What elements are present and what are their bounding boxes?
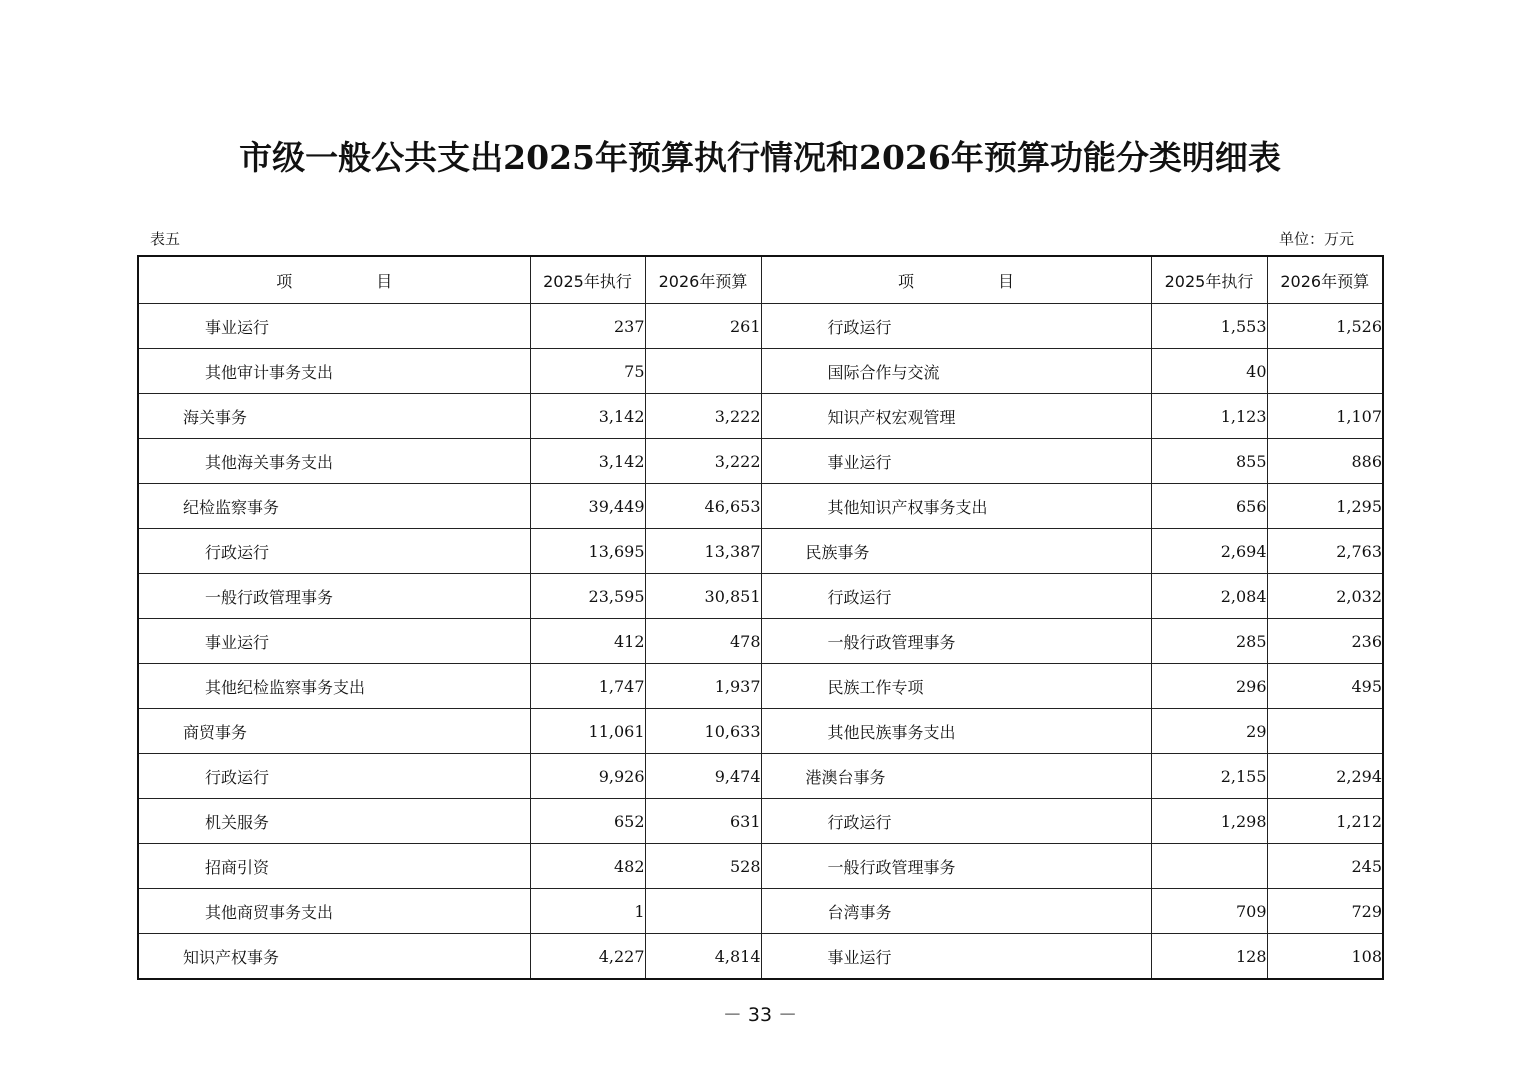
exec-2025-value-left: 4,227 [530,934,645,980]
page-number: － 33 － [722,1004,798,1026]
budget-2026-value-left: 9,474 [645,754,761,799]
item-name-right: 一般行政管理事务 [761,619,1151,664]
item-name-right: 一般行政管理事务 [761,844,1151,889]
item-name-right: 其他知识产权事务支出 [761,484,1151,529]
item-name-left: 其他海关事务支出 [138,439,530,484]
table-row [138,709,1383,754]
budget-2026-value-left [645,889,761,934]
budget-2026-value-left: 3,222 [645,439,761,484]
item-name-left: 其他纪检监察事务支出 [138,664,530,709]
item-name-right: 民族事务 [761,529,1151,574]
item-name-left: 其他审计事务支出 [138,349,530,394]
exec-2025-value-right: 1,123 [1151,394,1267,439]
item-name-left: 商贸事务 [138,709,530,754]
budget-2026-value-right: 2,032 [1267,574,1383,619]
table-row [138,619,1383,664]
exec-2025-value-right: 296 [1151,664,1267,709]
unit-label: 单位：万元 [1279,230,1355,248]
item-name-left: 行政运行 [138,754,530,799]
header-item-char-1: 项 [897,271,914,291]
table-header-row [138,256,1383,304]
table-row [138,799,1383,844]
exec-2025-value-right: 2,694 [1151,529,1267,574]
item-name-right: 国际合作与交流 [761,349,1151,394]
exec-2025-value-right: 1,553 [1151,304,1267,349]
exec-2025-value-left: 1 [530,889,645,934]
table-row [138,934,1383,980]
table-label: 表五 [150,230,181,248]
table-row [138,349,1383,394]
exec-2025-value-left: 39,449 [530,484,645,529]
exec-2025-value-right: 2,084 [1151,574,1267,619]
exec-2025-value-right [1151,844,1267,889]
item-name-right: 行政运行 [761,304,1151,349]
column-header-item-left [138,256,530,304]
budget-2026-value-left [645,349,761,394]
column-header-item-right [761,256,1151,304]
budget-2026-value-left: 4,814 [645,934,761,980]
item-name-right: 其他民族事务支出 [761,709,1151,754]
table-row [138,394,1383,439]
budget-2026-value-right: 1,212 [1267,799,1383,844]
budget-2026-value-right: 729 [1267,889,1383,934]
item-name-left: 一般行政管理事务 [138,574,530,619]
exec-2025-value-left: 3,142 [530,394,645,439]
budget-2026-value-left: 10,633 [645,709,761,754]
item-name-right: 台湾事务 [761,889,1151,934]
budget-2026-value-right [1267,709,1383,754]
exec-2025-value-left: 11,061 [530,709,645,754]
budget-2026-value-right: 108 [1267,934,1383,980]
item-name-left: 机关服务 [138,799,530,844]
budget-2026-value-right: 1,107 [1267,394,1383,439]
item-name-left: 其他商贸事务支出 [138,889,530,934]
budget-2026-value-right: 236 [1267,619,1383,664]
page-title: 市级一般公共支出2025年预算执行情况和2026年预算功能分类明细表 [239,138,1281,177]
header-item-char-1: 项 [276,271,293,291]
column-header-exec-2025-left: 2025年执行 [530,256,645,304]
exec-2025-value-right: 855 [1151,439,1267,484]
item-name-left: 事业运行 [138,304,530,349]
table-row [138,304,1383,349]
item-name-left: 知识产权事务 [138,934,530,980]
budget-2026-value-right: 886 [1267,439,1383,484]
exec-2025-value-left: 412 [530,619,645,664]
budget-table [137,255,1384,980]
exec-2025-value-right: 29 [1151,709,1267,754]
exec-2025-value-left: 75 [530,349,645,394]
item-name-left: 海关事务 [138,394,530,439]
item-name-right: 港澳台事务 [761,754,1151,799]
table-row [138,844,1383,889]
item-name-left: 纪检监察事务 [138,484,530,529]
exec-2025-value-left: 9,926 [530,754,645,799]
budget-2026-value-left: 46,653 [645,484,761,529]
item-name-right: 行政运行 [761,799,1151,844]
table-row [138,889,1383,934]
exec-2025-value-left: 1,747 [530,664,645,709]
budget-2026-value-right: 1,295 [1267,484,1383,529]
exec-2025-value-left: 13,695 [530,529,645,574]
item-name-left: 事业运行 [138,619,530,664]
table-row [138,439,1383,484]
column-header-budget-2026-right: 2026年预算 [1267,256,1383,304]
budget-2026-value-right [1267,349,1383,394]
exec-2025-value-right: 285 [1151,619,1267,664]
budget-2026-value-left: 528 [645,844,761,889]
table-body [138,304,1383,980]
exec-2025-value-right: 128 [1151,934,1267,980]
table-row [138,754,1383,799]
budget-2026-value-left: 261 [645,304,761,349]
exec-2025-value-right: 709 [1151,889,1267,934]
exec-2025-value-right: 40 [1151,349,1267,394]
exec-2025-value-left: 23,595 [530,574,645,619]
item-name-right: 事业运行 [761,439,1151,484]
budget-2026-value-left: 478 [645,619,761,664]
table-row [138,529,1383,574]
table-row [138,664,1383,709]
item-name-right: 知识产权宏观管理 [761,394,1151,439]
header-item-char-2: 目 [376,271,393,291]
exec-2025-value-left: 482 [530,844,645,889]
item-name-right: 事业运行 [761,934,1151,980]
budget-2026-value-right: 245 [1267,844,1383,889]
exec-2025-value-left: 237 [530,304,645,349]
header-item-char-2: 目 [998,271,1015,291]
budget-2026-value-right: 1,526 [1267,304,1383,349]
budget-2026-value-left: 631 [645,799,761,844]
exec-2025-value-right: 656 [1151,484,1267,529]
budget-2026-value-left: 13,387 [645,529,761,574]
table-row [138,484,1383,529]
budget-2026-value-left: 3,222 [645,394,761,439]
exec-2025-value-left: 3,142 [530,439,645,484]
item-name-left: 招商引资 [138,844,530,889]
table-row [138,574,1383,619]
column-header-exec-2025-right: 2025年执行 [1151,256,1267,304]
exec-2025-value-right: 2,155 [1151,754,1267,799]
budget-2026-value-right: 2,294 [1267,754,1383,799]
budget-2026-value-right: 2,763 [1267,529,1383,574]
budget-2026-value-left: 30,851 [645,574,761,619]
item-name-right: 行政运行 [761,574,1151,619]
item-name-right: 民族工作专项 [761,664,1151,709]
exec-2025-value-left: 652 [530,799,645,844]
item-name-left: 行政运行 [138,529,530,574]
budget-2026-value-left: 1,937 [645,664,761,709]
exec-2025-value-right: 1,298 [1151,799,1267,844]
budget-2026-value-right: 495 [1267,664,1383,709]
column-header-budget-2026-left: 2026年预算 [645,256,761,304]
